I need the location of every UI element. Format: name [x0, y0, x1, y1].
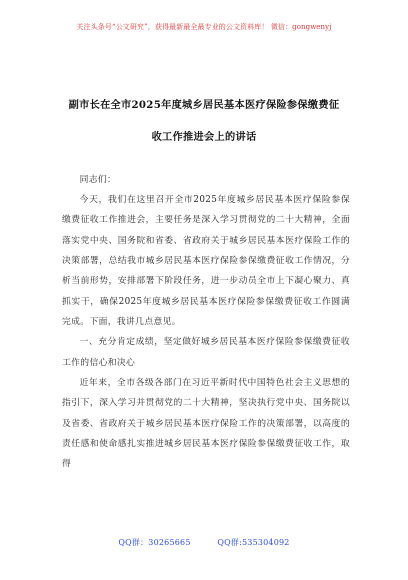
- paragraph-opening: 今天，我们在这里召开全市2025年度城乡居民基本医疗保险参保缴费征收工作推进会，主要任务是深入学习贯彻党的二十大精神，全面落实党中央、国务院和省委、省政府关于城乡居民基本医疗保险工作的决策部署，总结我市城乡居民基本医疗保险参保缴费征收工作情况，分析当前形势，安排部署下阶段任务，进一步动员全市上下凝心聚力、真抓实干，确保2025年度城乡居民基本医疗保险参保缴费征收工作圆满完成。下面，我讲几点意见。: [62, 195, 350, 328]
- document-body-paragraphs: [62, 190, 350, 475]
- footer-qq-groups: [0, 537, 408, 548]
- section-heading-1: 一、充分肯定成绩，坚定做好城乡居民基本医疗保险参保缴费征收工作的信心和决心: [62, 337, 350, 368]
- salutation: 同志们：: [79, 175, 117, 185]
- header-banner: 关注头条号“公文研究”，获得最新最全最专业的公文资料库！ 微信：gongwenyj: [76, 23, 332, 31]
- document-title-line-2: 收工作推进会上的讲话: [151, 131, 257, 143]
- footer-qq-group-2: QQ群:535304092: [217, 538, 290, 547]
- footer-qq-group-1: QQ群：30265665: [118, 538, 191, 547]
- document-title-line-1: 副市长在全市2025年度城乡居民基本医疗保险参保缴费征: [68, 99, 340, 111]
- document-body: [62, 170, 350, 190]
- paragraph-recent-years: 近年来，全市各级各部门在习近平新时代中国特色社会主义思想的指引下，深入学习并贯彻党的二十大精神，坚决执行党中央、国务院以及省委、省政府关于城乡居民基本医疗保险工作的决策部署，以高度的责任感和使命感扎实推进城乡居民基本医疗保险参保缴费征收工作，取得: [62, 378, 350, 470]
